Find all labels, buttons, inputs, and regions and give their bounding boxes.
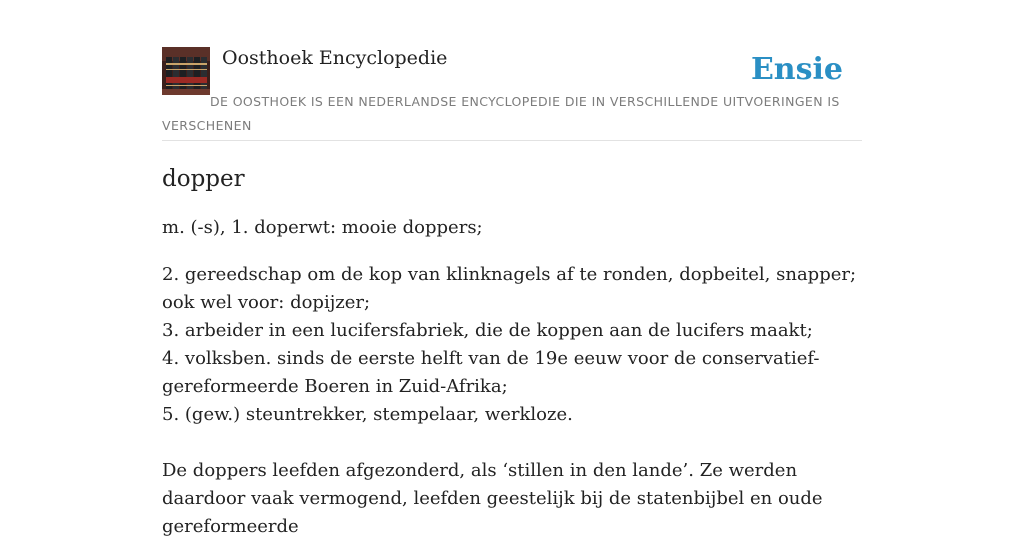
entry-body (162, 214, 862, 541)
entry-title: dopper (162, 166, 245, 192)
definition-1: m. (-s), 1. doperwt: mooie doppers; (162, 217, 483, 238)
encyclopedia-books-icon[interactable] (162, 47, 210, 95)
paragraph-spacer (162, 429, 862, 457)
site-description: DE OOSTHOEK IS EEN NEDERLANDSE ENCYCLOPEDIE DIE IN VERSCHILLENDE UITVOERINGEN IS VERSCHENEN (162, 94, 840, 133)
definition-4: 4. volksben. sinds de eerste helft van de 19e eeuw voor de conservatief-gereformeerde Boeren in Zuid-Afrika; (162, 348, 820, 397)
definition-2: 2. gereedschap om de kop van klinknagels af te ronden, dopbeitel, snapper; ook wel voor: dopijzer; (162, 264, 857, 313)
entry-paragraph: De doppers leefden afgezonderd, als ‘stillen in den lande’. Ze werden daardoor vaak vermogend, leefden geestelijk bij de statenbijbel en oude gereformeerde (162, 460, 823, 537)
site-title[interactable]: Oosthoek Encyclopedie (222, 47, 448, 69)
ensie-logo-link[interactable]: Ensie (750, 52, 843, 87)
definition-3: 3. arbeider in een lucifersfabriek, die de koppen aan de lucifers maakt; (162, 320, 813, 341)
definition-5: 5. (gew.) steuntrekker, stempelaar, werkloze. (162, 404, 573, 425)
site-header (162, 46, 862, 141)
entry-content (162, 162, 862, 541)
